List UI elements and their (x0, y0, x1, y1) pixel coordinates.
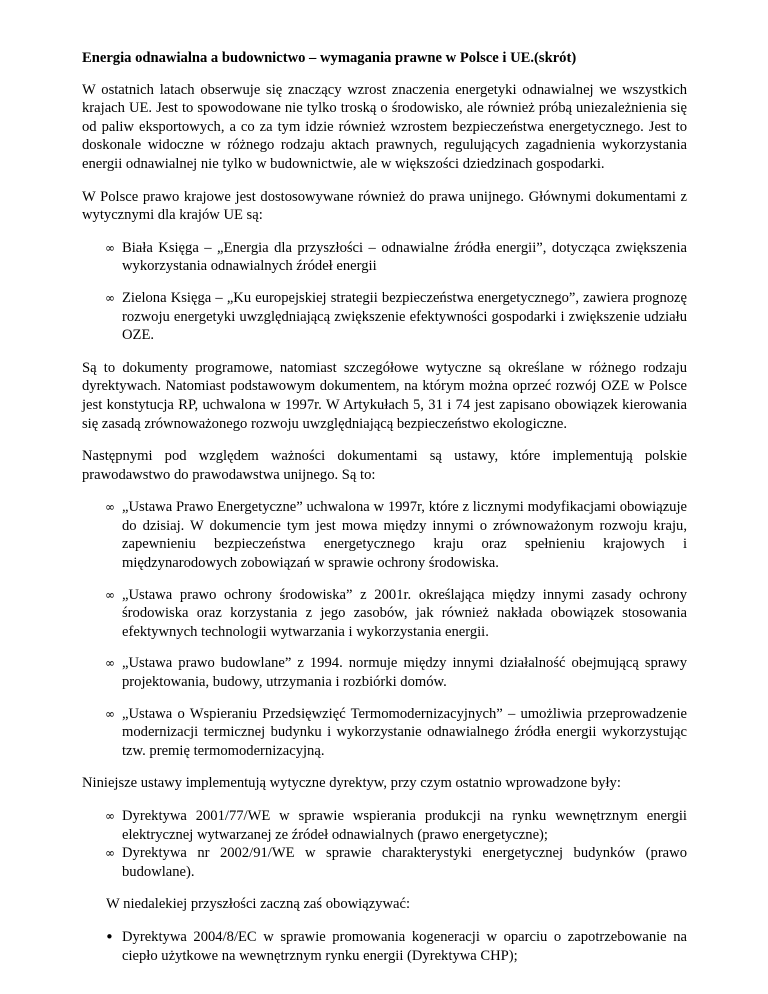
list-item-text: „Ustawa prawo ochrony środowiska” z 2001r. określająca między innymi zasady ochrony środowiska oraz korzystania z jego zasobów, jak również nakłada obowiązek stosowania efektywnych technologii wytwarzania i wykorzystania energii. (122, 586, 687, 640)
list-item-text: Dyrektywa 2004/8/EC w sprawie promowania kogeneracji w oparciu o zapotrzebowanie na ciepło użytkowe na wewnętrznym rynku energii (Dyrektywa CHP); (122, 928, 687, 964)
list-item (106, 807, 687, 844)
paragraph-laws: Następnymi pod względem ważności dokumentami są ustawy, które implementują polskie prawodawstwo do prawodawstwa unijnego. Są to: (82, 448, 687, 483)
paragraph-intro: W ostatnich latach obserwuje się znaczący wzrost znaczenia energetyki odnawialnej we wszystkich krajach UE. Jest to spowodowane nie tylko troską o środowisko, ale również próbą uniezależnienia się od paliw eksportowych, a co za tym idzie również wzrostem bezpieczeństwa energetycznego. Jest to doskonale widoczne w różnego rodzaju aktach prawnych, regulujących zagadnienia wykorzystania energii odnawialnej nie tylko w budownictwie, ale w większości dziedzinach gospodarki. (82, 81, 687, 172)
list-item (106, 289, 687, 345)
infinity-bullet-icon: ∞ (105, 706, 115, 721)
directives-list (82, 807, 687, 881)
future-directives-list (82, 928, 687, 965)
list-item-text: „Ustawa Prawo Energetyczne” uchwalona w 1997r, które z licznymi modyfikacjami obowiązuje do dzisiaj. W dokumencie tym jest mowa między innymi o zrównoważonym rozwoju kraju, zapewnieniu bezpieczeństwa energetycznego kraju oraz spełnieniu krajowych i międzynarodowych zobowiązań w sprawie ochrony środowiska. (122, 499, 687, 572)
list-item-text: Dyrektywa 2001/77/WE w sprawie wspierania produkcji na rynku wewnętrznym energii elektrycznej wytwarzanej ze źródeł odnawialnych (prawo energetyczne); (122, 808, 687, 843)
list-item-text: Biała Księga – „Energia dla przyszłości – odnawialne źródła energii”, dotycząca zwiększenia wykorzystania odnawialnych źródeł energii (122, 239, 687, 275)
list-item (106, 705, 687, 761)
infinity-bullet-icon: ∞ (105, 290, 115, 305)
infinity-bullet-icon: ∞ (105, 809, 115, 823)
infinity-bullet-icon: ∞ (105, 846, 115, 861)
infinity-bullet-icon: ∞ (105, 500, 115, 515)
eu-documents-list (82, 239, 687, 345)
list-item (106, 239, 687, 276)
list-item-text: Zielona Księga – „Ku europejskiej strategii bezpieczeństwa energetycznego”, zawiera prognozę rozwoju energetyki uwzględniającą zwiększenie efektywności gospodarki i zwiększenie udziału OZE. (122, 289, 687, 344)
infinity-bullet-icon: ∞ (105, 656, 115, 671)
list-item-text: „Ustawa o Wspieraniu Przedsięwzięć Termomodernizacyjnych” – umożliwia przeprowadzenie modernizacji termicznej budynku i wykorzystanie odnawialnego źródła energii wykorzystując tzw. premię termomodernizacyjną. (122, 705, 687, 759)
list-item (106, 928, 687, 965)
laws-list (82, 498, 687, 760)
list-item (106, 498, 687, 572)
list-item (106, 844, 687, 881)
list-item-text: Dyrektywa nr 2002/91/WE w sprawie charakterystyki energetycznej budynków (prawo budowlane). (122, 845, 687, 880)
infinity-bullet-icon: ∞ (105, 240, 115, 255)
paragraph-future: W niedalekiej przyszłości zaczną zaś obowiązywać: (106, 896, 411, 913)
paragraph-directives: Niniejsze ustawy implementują wytyczne dyrektyw, przy czym ostatnio wprowadzone były: (82, 775, 621, 792)
list-item (106, 586, 687, 642)
dot-bullet-icon: • (105, 927, 114, 946)
document-title: Energia odnawialna a budownictwo – wymagania prawne w Polsce i UE.(skrót) (82, 50, 577, 66)
infinity-bullet-icon: ∞ (105, 587, 115, 602)
paragraph-programme-documents: Są to dokumenty programowe, natomiast szczegółowe wytyczne są określane w różnego rodzaju dyrektywach. Natomiast podstawowym dokumentem, na którym można oprzeć rozwój OZE w Polsce jest konstytucja RP, uchwalona w 1997r. W Artykułach 5, 31 i 74 jest zapisano obowiązek kierowania się zasadą zrównoważonego rozwoju uwzględniającą bezpieczeństwo ekologiczne. (82, 359, 687, 432)
paragraph-eu-documents: W Polsce prawo krajowe jest dostosowywane również do prawa unijnego. Głównymi dokumentami z wytycznymi dla krajów UE są: (82, 188, 687, 224)
list-item-text: „Ustawa prawo budowlane” z 1994. normuje między innymi działalność obejmującą sprawy projektowania, budowy, utrzymania i rozbiórki domów. (122, 655, 687, 691)
list-item (106, 654, 687, 691)
